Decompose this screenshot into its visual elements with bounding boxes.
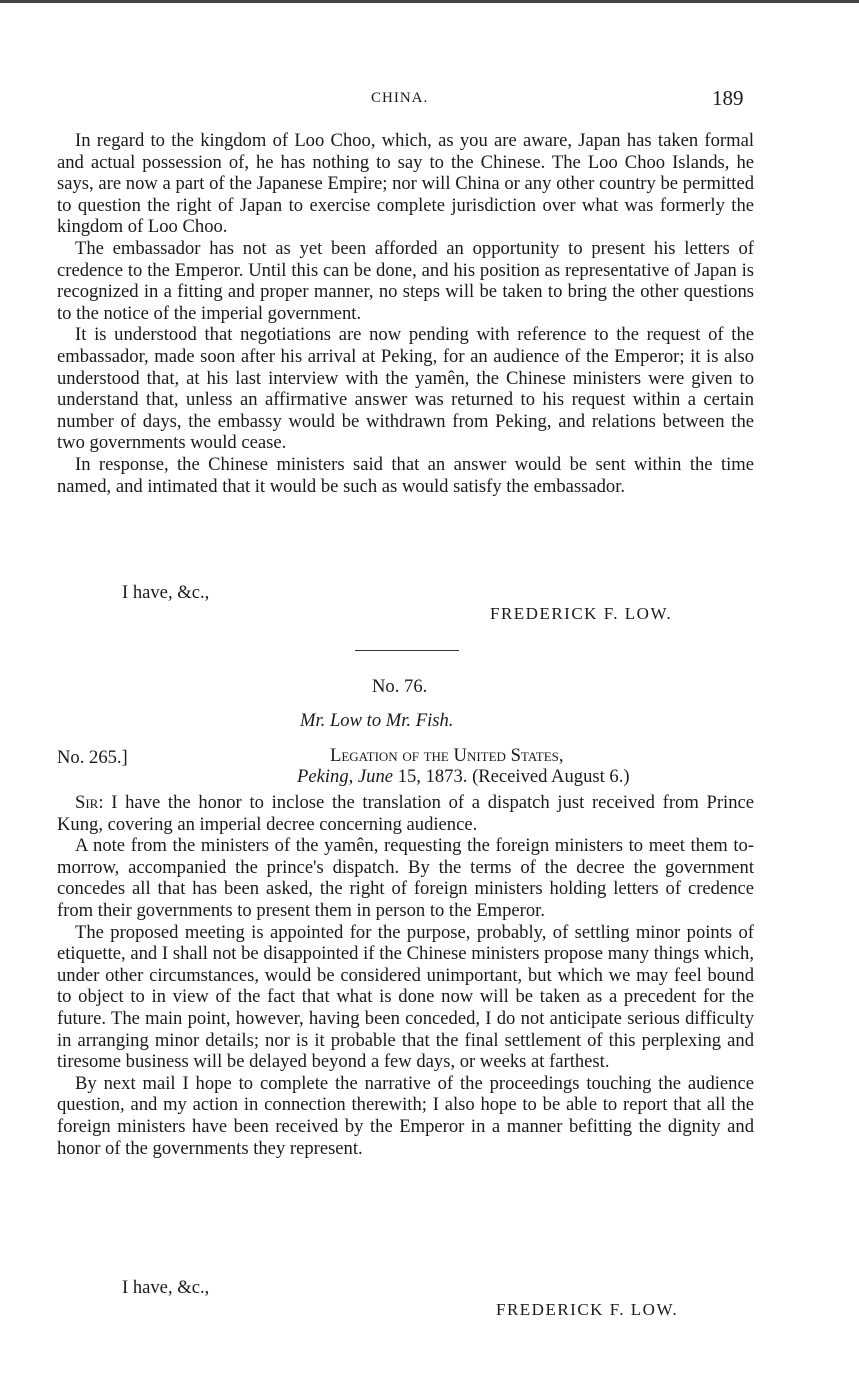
- paragraph: It is understood that negotiations are now pending with reference to the request of the embassador, made soon after his arrival at Peking, for an audience of the Emperor; it is also understood that, at his last interview with the yamên, the Chinese ministers were given to understand that, unless an affirmative answer was returned to his request within a certain number of days, the embassy would be withdrawn from Peking, and relations between the two governments would cease.: [57, 324, 754, 454]
- paragraph: By next mail I hope to complete the narrative of the proceedings touching the audience question, and my action in connection therewith; I also hope to be able to report that all the foreign ministers have been received by the Emperor in a manner befitting the dignity and honor of the governments they represent.: [57, 1072, 754, 1159]
- dateline: [297, 766, 630, 788]
- letter-2-body: [57, 792, 754, 1159]
- legation-line: Legation of the United States,: [330, 745, 564, 766]
- document-number: No. 76.: [372, 676, 428, 697]
- paragraph: The embassador has not as yet been afforded an opportunity to present his letters of credence to the Emperor. Until this can be done, and his position as representative of Japan is recognized in a fitting and proper manner, no steps will be taken to bring the other questions to the notice of the imperial government.: [57, 237, 754, 324]
- paragraph: In response, the Chinese ministers said that an answer would be sent within the time named, and intimated that it would be such as would satisfy the embassador.: [57, 453, 754, 497]
- letter-1-body: [57, 130, 754, 497]
- dateline-rest: 15, 1873. (Received August 6.): [397, 766, 630, 787]
- signature: FREDERICK F. LOW.: [490, 604, 673, 623]
- closing-phrase: I have, &c.,: [122, 582, 210, 603]
- paragraph: A note from the ministers of the yamên, requesting the foreign ministers to meet them to-morrow, accompanied the prince's dispatch. By the terms of the decree the government concedes all that has been asked, the right of foreign ministers holding letters of credence from their governments to present them in person to the Emperor.: [57, 835, 754, 921]
- page-number: 189: [712, 86, 744, 110]
- salutation: Sir:: [75, 792, 104, 813]
- paragraph-text: I have the honor to inclose the translation of a dispatch just received from Prince Kung, covering an imperial decree concerning audience.: [57, 792, 754, 835]
- running-title: CHINA.: [371, 90, 429, 106]
- paragraph: The proposed meeting is appointed for the purpose, probably, of settling minor points of etiquette, and I shall not be disappointed if the Chinese ministers propose many things which, under other circumstances, would be considered unimportant, but which we may feel bound to object to in view of the fact that what is done now will be taken as a precedent for the future. The main point, however, having been conceded, I do not anticipate serious difficulty in arranging minor details; nor is it probable that the final settlement of this perplexing and tiresome business will be delayed beyond a few days, or weeks at farthest.: [57, 921, 754, 1073]
- paragraph: In regard to the kingdom of Loo Choo, which, as you are aware, Japan has taken formal and actual possession of, he has nothing to say to the Chinese. The Loo Choo Islands, he says, are now a part of the Japanese Empire; nor will China or any other country be permitted to question the right of Japan to exercise complete jurisdiction over what was formerly the kingdom of Loo Choo.: [57, 130, 754, 238]
- page-top-rule: [0, 0, 859, 3]
- document-heading: Mr. Low to Mr. Fish.: [300, 710, 454, 731]
- section-divider: [355, 650, 459, 651]
- closing-phrase: I have, &c.,: [122, 1277, 210, 1298]
- signature: FREDERICK F. LOW.: [496, 1300, 679, 1319]
- paragraph: [57, 792, 754, 835]
- running-head: [0, 86, 859, 112]
- dispatch-number: No. 265.]: [57, 747, 128, 768]
- dateline-place: Peking, June: [297, 766, 394, 787]
